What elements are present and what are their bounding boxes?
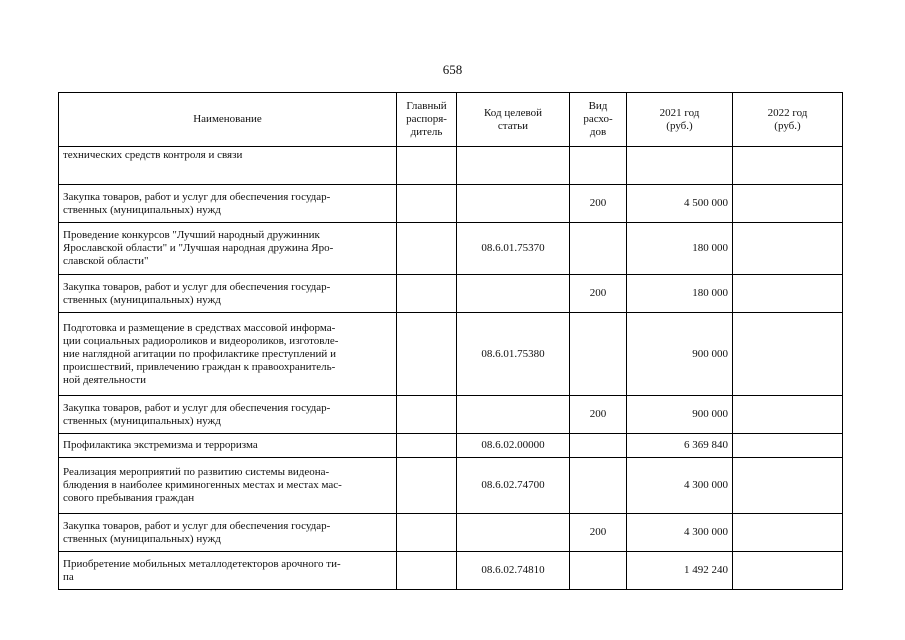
row-type	[570, 458, 627, 514]
table-row	[59, 458, 843, 514]
header-code: Код целевой статьи	[457, 93, 570, 147]
row-2021: 180 000	[627, 223, 733, 275]
budget-table	[58, 92, 843, 590]
row-2022	[733, 434, 843, 458]
row-type	[570, 313, 627, 396]
row-manager	[397, 434, 457, 458]
row-type	[570, 147, 627, 185]
header-2021: 2021 год (руб.)	[627, 93, 733, 147]
row-name: Закупка товаров, работ и услуг для обеспечения государ- ственных (муниципальных) нужд	[59, 514, 397, 552]
row-2022	[733, 552, 843, 590]
row-name: Подготовка и размещение в средствах массовой информа- ции социальных радиороликов и видеороликов, изготовле- ние наглядной агитации по профилактике преступлений и происшествий, привлечению граждан к правоохранитель- ной деятельности	[59, 313, 397, 396]
table-row	[59, 434, 843, 458]
row-manager	[397, 458, 457, 514]
table-row	[59, 396, 843, 434]
row-manager	[397, 552, 457, 590]
row-manager	[397, 275, 457, 313]
row-type	[570, 434, 627, 458]
row-2022	[733, 396, 843, 434]
row-2021: 6 369 840	[627, 434, 733, 458]
header-type: Вид расхо- дов	[570, 93, 627, 147]
row-name: Проведение конкурсов "Лучший народный дружинник Ярославской области" и "Лучшая народная дружина Яро- славской области"	[59, 223, 397, 275]
row-manager	[397, 514, 457, 552]
row-2022	[733, 223, 843, 275]
row-2021: 180 000	[627, 275, 733, 313]
row-code: 08.6.02.00000	[457, 434, 570, 458]
row-2021	[627, 147, 733, 185]
table-row	[59, 514, 843, 552]
row-type: 200	[570, 185, 627, 223]
row-2022	[733, 147, 843, 185]
row-2022	[733, 313, 843, 396]
row-2022	[733, 275, 843, 313]
header-2022: 2022 год (руб.)	[733, 93, 843, 147]
row-name: Профилактика экстремизма и терроризма	[59, 434, 397, 458]
row-2021: 4 300 000	[627, 514, 733, 552]
row-code: 08.6.02.74700	[457, 458, 570, 514]
row-name: Реализация мероприятий по развитию системы видеона- блюдения в наиболее криминогенных местах и местах мас- сового пребывания граждан	[59, 458, 397, 514]
row-type: 200	[570, 396, 627, 434]
row-code	[457, 185, 570, 223]
row-type	[570, 223, 627, 275]
row-2021: 1 492 240	[627, 552, 733, 590]
row-name: Приобретение мобильных металлодетекторов арочного ти- па	[59, 552, 397, 590]
row-name: Закупка товаров, работ и услуг для обеспечения государ- ственных (муниципальных) нужд	[59, 275, 397, 313]
row-code: 08.6.01.75370	[457, 223, 570, 275]
row-2022	[733, 458, 843, 514]
table-row	[59, 552, 843, 590]
row-manager	[397, 185, 457, 223]
row-2022	[733, 185, 843, 223]
row-type: 200	[570, 275, 627, 313]
row-manager	[397, 396, 457, 434]
header-name: Наименование	[59, 93, 397, 147]
row-2021: 900 000	[627, 313, 733, 396]
row-code	[457, 396, 570, 434]
row-2021: 900 000	[627, 396, 733, 434]
row-code	[457, 147, 570, 185]
header-manager: Главный распоря- дитель	[397, 93, 457, 147]
row-code	[457, 275, 570, 313]
row-manager	[397, 223, 457, 275]
row-name: Закупка товаров, работ и услуг для обеспечения государ- ственных (муниципальных) нужд	[59, 396, 397, 434]
row-name: технических средств контроля и связи	[59, 147, 397, 185]
page-number: 658	[442, 62, 463, 77]
table-row	[59, 223, 843, 275]
table-row	[59, 313, 843, 396]
row-code: 08.6.02.74810	[457, 552, 570, 590]
row-2022	[733, 514, 843, 552]
header-row	[59, 93, 843, 147]
row-2021: 4 500 000	[627, 185, 733, 223]
row-code: 08.6.01.75380	[457, 313, 570, 396]
table-row	[59, 275, 843, 313]
table-body	[59, 147, 843, 590]
row-manager	[397, 147, 457, 185]
row-manager	[397, 313, 457, 396]
table-row	[59, 147, 843, 185]
row-2021: 4 300 000	[627, 458, 733, 514]
row-name: Закупка товаров, работ и услуг для обеспечения государ- ственных (муниципальных) нужд	[59, 185, 397, 223]
row-code	[457, 514, 570, 552]
row-type: 200	[570, 514, 627, 552]
row-type	[570, 552, 627, 590]
table-row	[59, 185, 843, 223]
